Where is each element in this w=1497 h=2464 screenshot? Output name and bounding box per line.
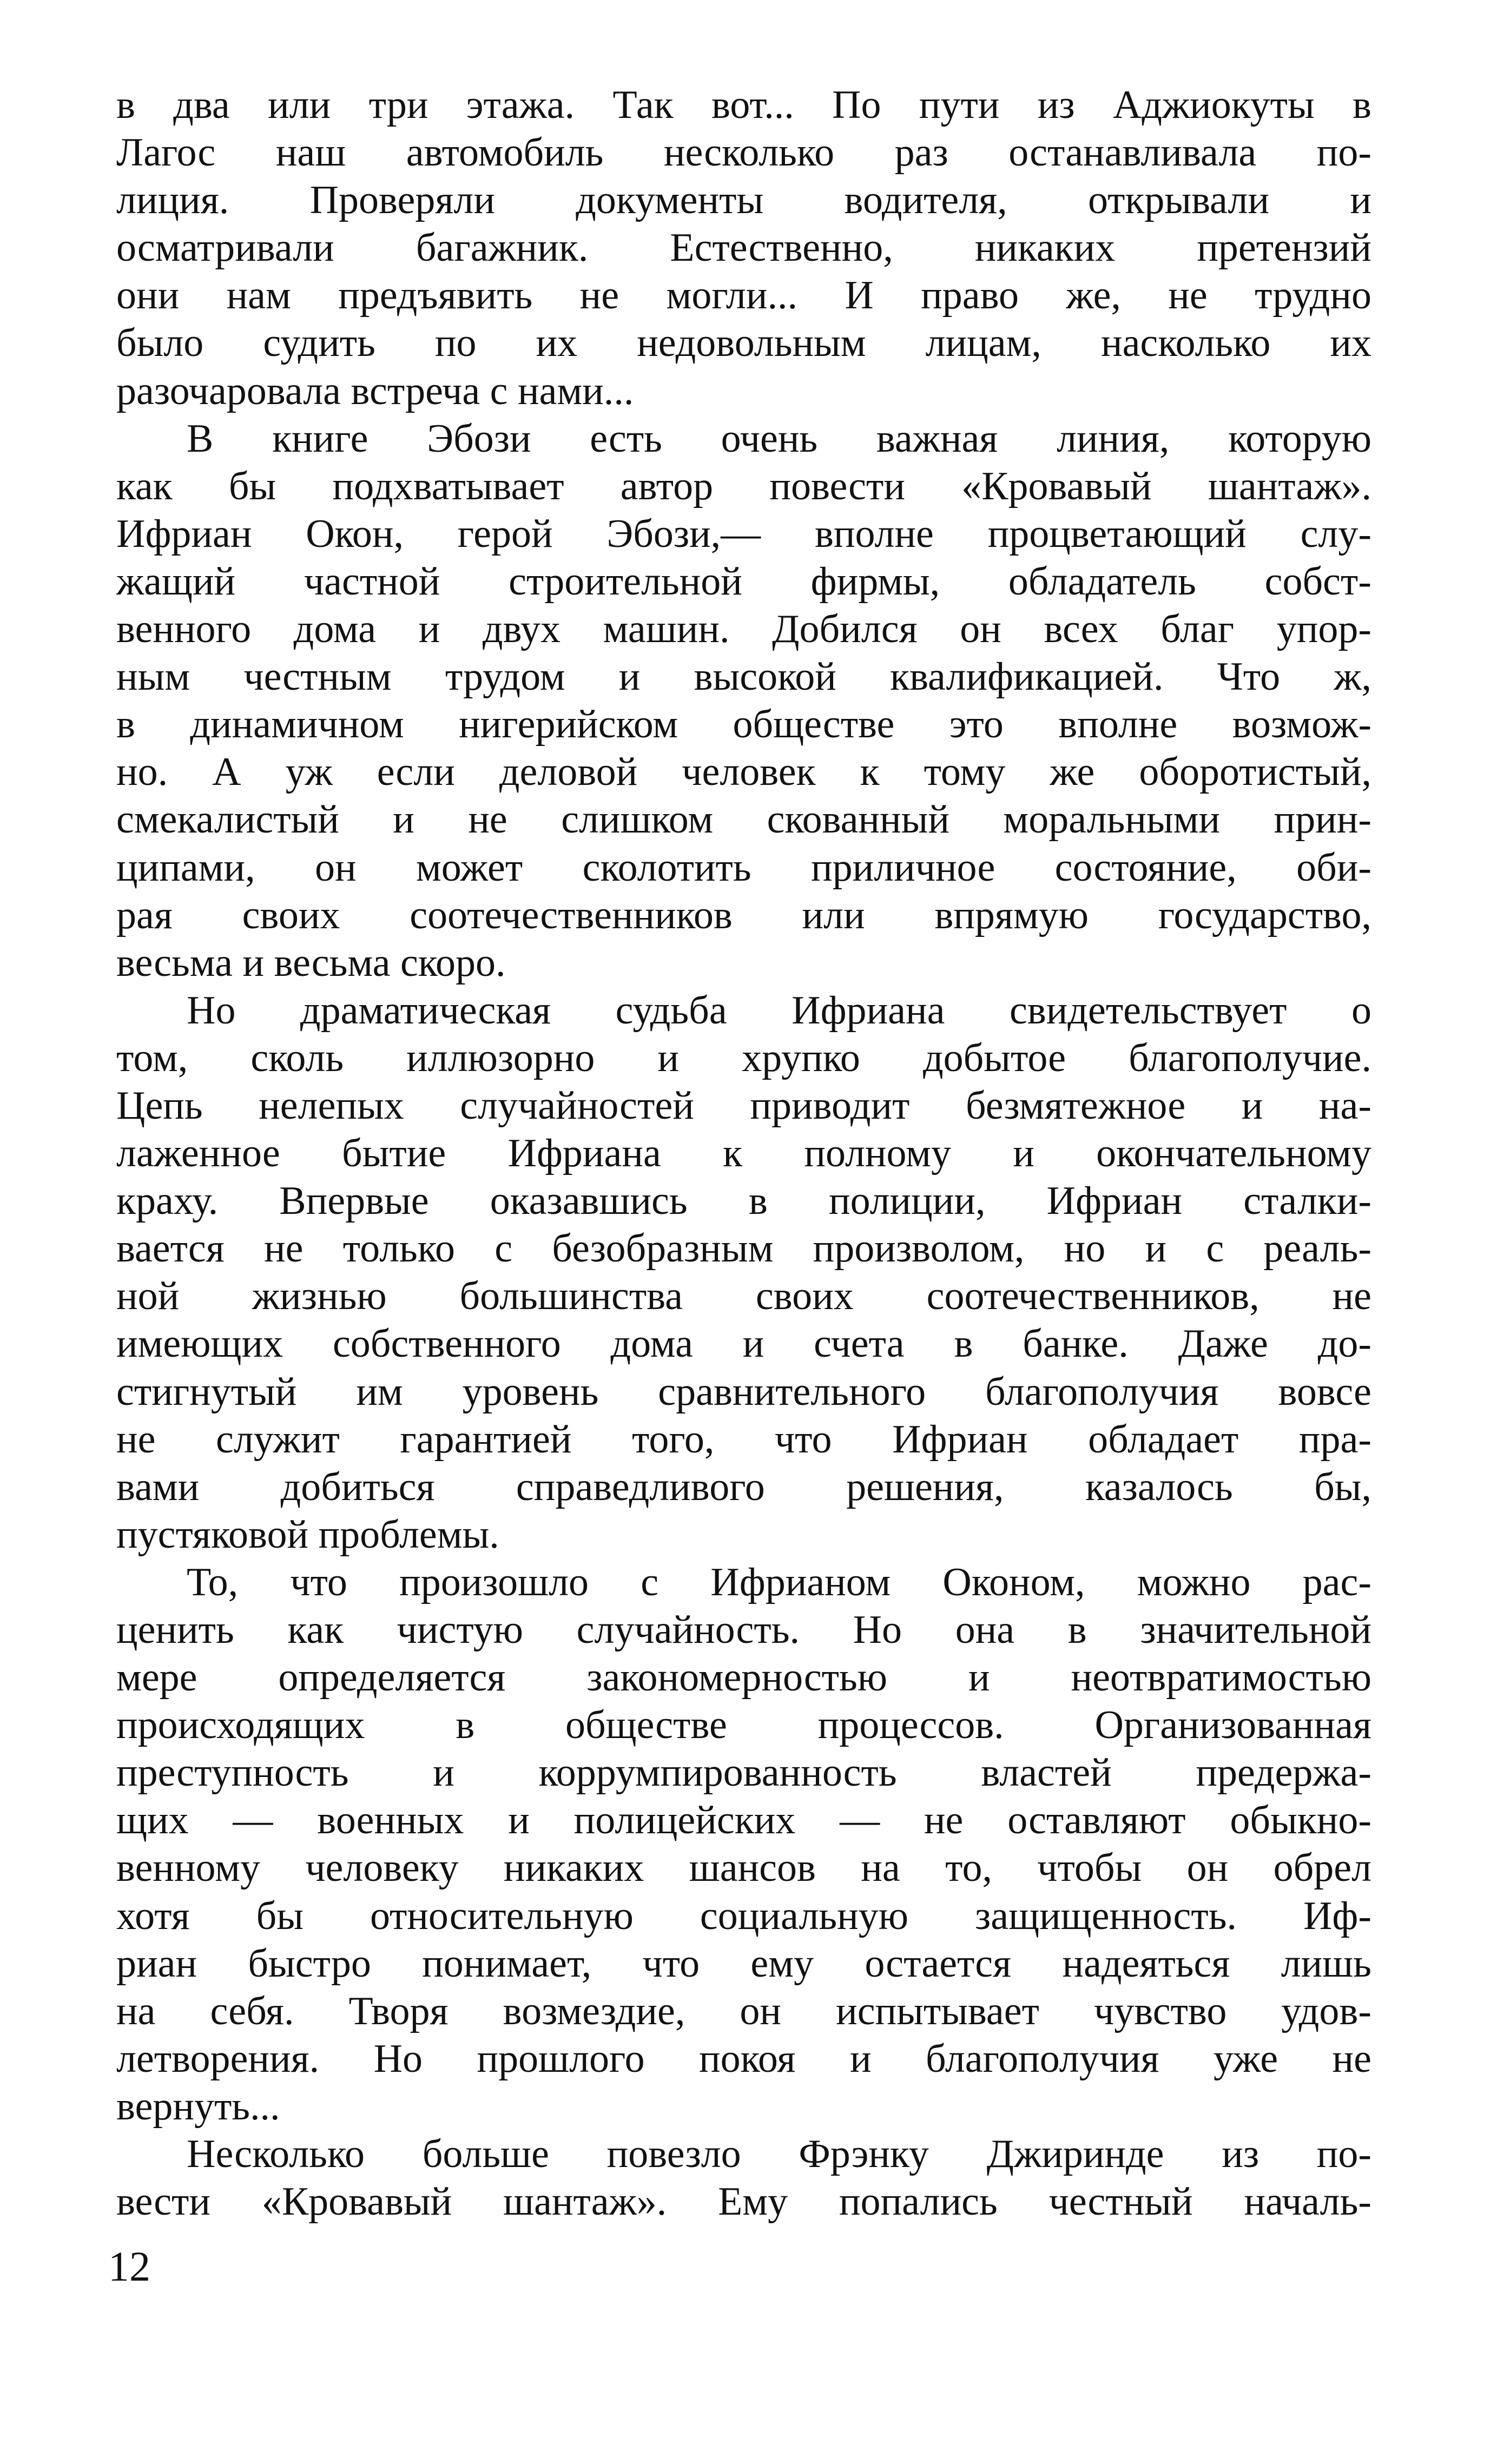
text-line: но. А уж если деловой человек к тому же оборотистый,: [116, 750, 1371, 795]
text-line: риан быстро понимает, что ему остается надеяться лишь: [116, 1941, 1371, 1986]
text-line: они нам предъявить не могли... И право же, не трудно: [116, 273, 1371, 318]
text-line: Ифриан Окон, герой Эбози,— вполне процветающий слу-: [116, 511, 1371, 556]
text-line: вами добиться справедливого решения, казалось бы,: [116, 1464, 1371, 1509]
text-line: В книге Эбози есть очень важная линия, которую: [187, 416, 1371, 461]
text-line: рая своих соотечественников или впрямую государство,: [116, 893, 1371, 937]
text-line: вается не только с безобразным произволом, но и с реаль-: [116, 1226, 1371, 1271]
text-line: ным честным трудом и высокой квалификацией. Что ж,: [116, 655, 1371, 699]
text-line: лаженное бытие Ифриана к полному и окончательному: [116, 1131, 1371, 1176]
text-line: в два или три этажа. Так вот... По пути из Аджиокуты в: [116, 83, 1371, 127]
text-line: в динамичном нигерийском обществе это вполне возмож-: [116, 702, 1371, 747]
text-line: вернуть...: [116, 2084, 280, 2129]
text-line: не служит гарантией того, что Ифриан обладает пра-: [116, 1417, 1371, 1462]
text-line: ценить как чистую случайность. Но она в значительной: [116, 1608, 1371, 1652]
text-line: как бы подхватывает автор повести «Кровавый шантаж».: [116, 464, 1371, 508]
text-line: том, сколь иллюзорно и хрупко добытое благополучие.: [116, 1035, 1371, 1080]
text-line: жащий частной строительной фирмы, обладатель собст-: [116, 559, 1371, 604]
text-line: То, что произошло с Ифрианом Оконом, можно рас-: [187, 1560, 1371, 1604]
book-page-text: [116, 81, 1371, 2225]
text-line: Несколько больше повезло Фрэнку Джиринде из по-: [187, 2132, 1371, 2177]
text-line: лиция. Проверяли документы водителя, открывали и: [116, 178, 1371, 223]
text-line: щих — военных и полицейских — не оставляют обыкно-: [116, 1798, 1371, 1843]
text-line: имеющих собственного дома и счета в банке. Даже до-: [116, 1322, 1371, 1366]
text-line: на себя. Творя возмездие, он испытывает чувство удов-: [116, 1989, 1371, 2033]
text-line: Лагос наш автомобиль несколько раз останавливала по-: [116, 130, 1371, 175]
text-line: весьма и весьма скоро.: [116, 940, 506, 985]
text-line: смекалистый и не слишком скованный моральными прин-: [116, 797, 1371, 842]
text-line: краху. Впервые оказавшись в полиции, Ифриан сталки-: [116, 1179, 1371, 1224]
text-line: хотя бы относительную социальную защищенность. Иф-: [116, 1893, 1371, 1938]
text-line: венному человеку никаких шансов на то, чтобы он обрел: [116, 1846, 1371, 1891]
text-line: ципами, он может сколотить приличное состояние, оби-: [116, 845, 1371, 890]
text-line: было судить по их недовольным лицам, насколько их: [116, 321, 1371, 366]
text-line: Но драматическая судьба Ифриана свидетельствует о: [187, 988, 1371, 1033]
text-line: пустяковой проблемы.: [116, 1512, 499, 1557]
text-line: происходящих в обществе процессов. Организованная: [116, 1703, 1371, 1748]
text-line: летворения. Но прошлого покоя и благополучия уже не: [116, 2036, 1371, 2081]
text-line: ной жизнью большинства своих соотечественников, не: [116, 1274, 1371, 1319]
text-line: разочаровала встреча с нами...: [116, 368, 634, 413]
text-line: мере определяется закономерностью и неотвратимостью: [116, 1655, 1371, 1700]
text-line: преступность и коррумпированность властей предержа-: [116, 1750, 1371, 1795]
text-line: Цепь нелепых случайностей приводит безмятежное и на-: [116, 1083, 1371, 1128]
text-line: венного дома и двух машин. Добился он всех благ упор-: [116, 607, 1371, 652]
page-number: 12: [108, 2243, 150, 2290]
text-line: стигнутый им уровень сравнительного благополучия вовсе: [116, 1369, 1371, 1414]
text-line: осматривали багажник. Естественно, никаких претензий: [116, 226, 1371, 270]
text-line: вести «Кровавый шантаж». Ему попались честный началь-: [116, 2179, 1371, 2224]
